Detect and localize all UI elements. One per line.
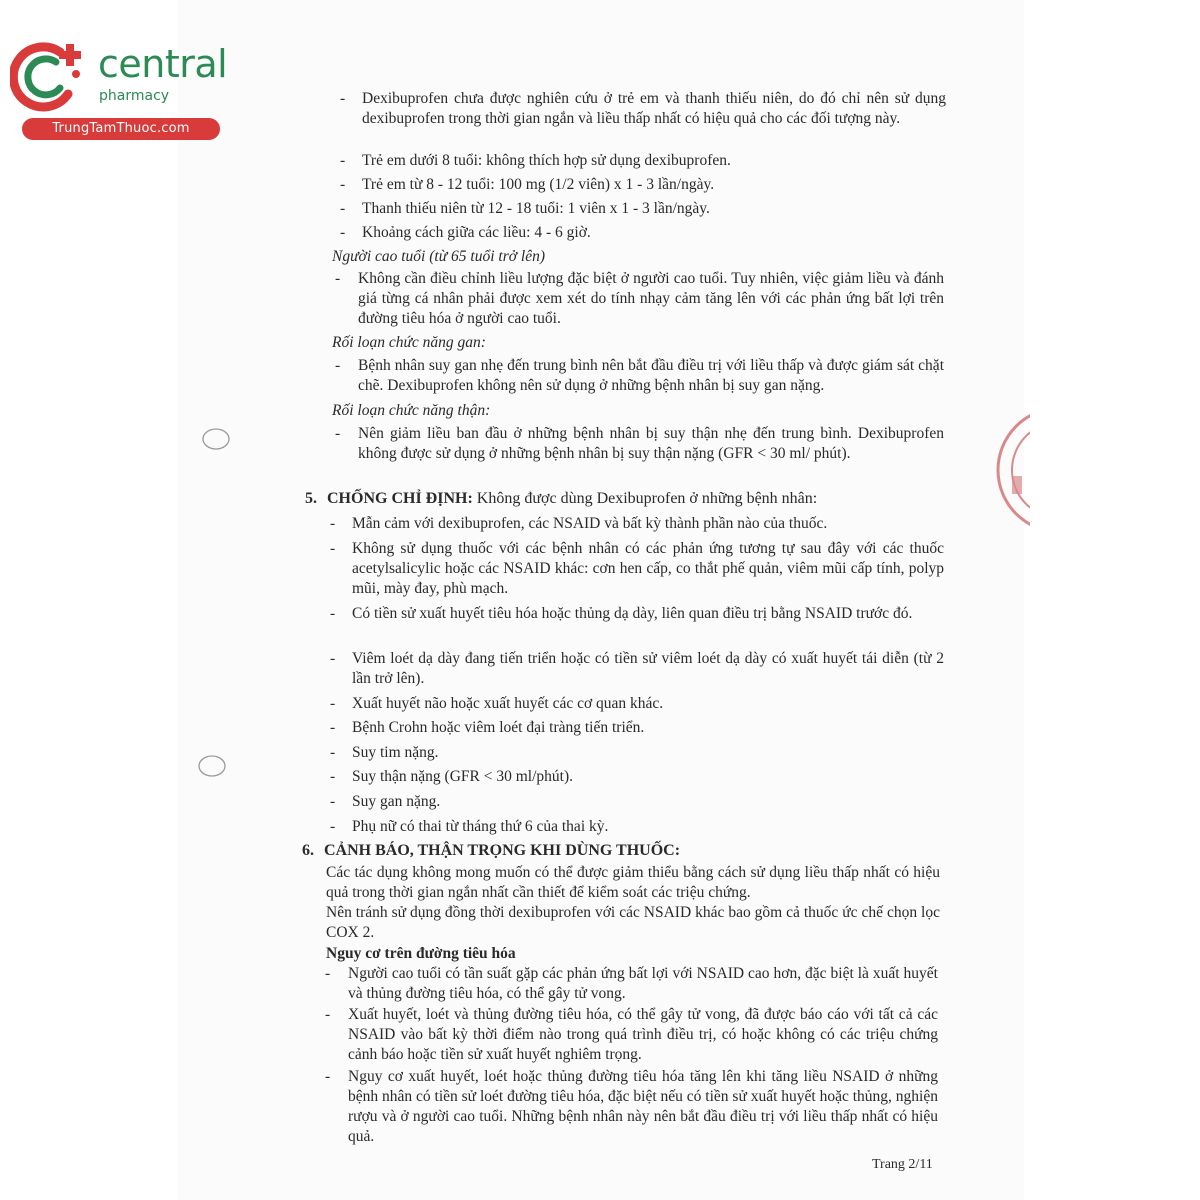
bullet-dash: - [330,818,336,835]
bullet-dash: - [330,744,336,761]
bullet-dash: - [340,176,346,193]
kidney-heading: Rối loạn chức năng thận: [332,402,491,419]
gi-risk-item: Nguy cơ xuất huyết, loét hoặc thủng đường tiêu hóa tăng lên khi tăng liều NSAID ở những bệnh nhân có tiền sử loét đường tiêu hóa, đặc biệt nếu có tiền sử xuất huyết hoặc thủng, nghiện rượu và ở người cao tuổi. Những bệnh nhân này nên bắt đầu điều trị với liều thấp nhất có hiệu quả. [348,1068,938,1145]
elderly-heading: Người cao tuổi (từ 65 tuổi trở lên) [332,248,545,265]
dosage-children-item: Khoảng cách giữa các liều: 4 - 6 giờ. [362,224,591,241]
contraindication-item: Có tiền sử xuất huyết tiêu hóa hoặc thủng dạ dày, liên quan điều trị bằng NSAID trước đó. [352,605,913,622]
logo-name: central [98,42,228,86]
liver-heading: Rối loạn chức năng gan: [332,334,486,351]
dosage-children-item: Thanh thiếu niên từ 12 - 18 tuổi: 1 viên x 1 - 3 lần/ngày. [362,200,710,217]
bullet-dash: - [335,425,341,442]
liver-item: Bệnh nhân suy gan nhẹ đến trung bình nên bắt đầu điều trị với liều thấp và được giám sát chặt chẽ. Dexibuprofen không nên sử dụng ở những bệnh nhân bị suy gan nặng. [358,357,944,394]
bullet-dash: - [325,1068,331,1085]
pharmacy-cross-icon [10,38,92,116]
elderly-item: Không cần điều chỉnh liều lượng đặc biệt ở người cao tuổi. Tuy nhiên, việc giảm liều và đánh giá từng cá nhân phải được xem xét do tính nhạy cảm tăng lên với các phản ứng bất lợi trên đường tiêu hóa ở người cao tuổi. [358,270,944,327]
section-6-number: 6. [302,842,314,859]
punch-hole-icon [200,426,232,452]
bullet-dash: - [330,768,336,785]
bullet-dash: - [340,90,346,107]
contraindication-item: Viêm loét dạ dày đang tiến triển hoặc có tiền sử viêm loét dạ dày có xuất huyết tái diễn (từ 2 lần trở lên). [352,650,944,687]
bullet-dash: - [330,540,336,557]
section-5-number: 5. [305,490,317,507]
contraindication-item: Suy thận nặng (GFR < 30 ml/phút). [352,768,574,785]
bullet-dash: - [330,605,336,622]
bullet-dash: - [330,695,336,712]
bullet-dash: - [340,200,346,217]
bullet-dash: - [325,965,331,982]
bullet-dash: - [340,152,346,169]
contraindication-item: Suy gan nặng. [352,793,441,810]
section-5-heading [305,489,945,509]
dosage-children-item: Trẻ em từ 8 - 12 tuổi: 100 mg (1/2 viên) x 1 - 3 lần/ngày. [362,176,715,193]
section-6-paragraph: Các tác dụng không mong muốn có thể được giảm thiểu bằng cách sử dụng liều thấp nhất có hiệu quả trong thời gian ngắn nhất cần thiết để kiểm soát các triệu chứng. [326,864,940,901]
gi-risk-heading: Nguy cơ trên đường tiêu hóa [326,945,516,962]
dosage-children-item: Trẻ em dưới 8 tuổi: không thích hợp sử dụng dexibuprofen. [362,152,731,169]
seal-stamp-icon [990,400,1030,540]
bullet-dash: - [325,1006,331,1023]
contraindication-item: Mẫn cảm với dexibuprofen, các NSAID và bất kỳ thành phần nào của thuốc. [352,515,828,532]
page-number: Trang 2/11 [872,1157,933,1172]
contraindication-item: Suy tim nặng. [352,744,439,761]
bullet-dash: - [330,719,336,736]
kidney-item: Nên giảm liều ban đầu ở những bệnh nhân bị suy thận nhẹ đến trung bình. Dexibuprofen không được sử dụng ở những bệnh nhân bị suy thận nặng (GFR < 30 ml/ phút). [358,425,944,462]
bullet-dash: - [335,357,341,374]
section-5-intro: Không được dùng Dexibuprofen ở những bệnh nhân: [472,490,818,507]
bullet-dash: - [330,650,336,667]
section-5-title: CHỐNG CHỈ ĐỊNH: [327,490,473,507]
dosage-children-item: Dexibuprofen chưa được nghiên cứu ở trẻ em và thanh thiếu niên, do đó chỉ nên sử dụng dexibuprofen trong thời gian ngắn và liều thấp nhất có hiệu quả cho các đối tượng này. [362,90,946,127]
bullet-dash: - [330,793,336,810]
logo-url-link[interactable]: TrungTamThuoc.com [22,118,220,140]
section-6-paragraph: Nên tránh sử dụng đồng thời dexibuprofen với các NSAID khác bao gồm cả thuốc ức chế chọn lọc COX 2. [326,904,940,941]
bullet-dash: - [340,224,346,241]
bullet-dash: - [330,515,336,532]
contraindication-item: Bệnh Crohn hoặc viêm loét đại tràng tiến triển. [352,719,645,736]
section-6-heading [302,841,942,861]
central-pharmacy-logo[interactable] [10,38,228,138]
contraindication-item: Xuất huyết não hoặc xuất huyết các cơ quan khác. [352,695,664,712]
contraindication-item: Phụ nữ có thai từ tháng thứ 6 của thai kỳ. [352,818,609,835]
bullet-dash: - [335,270,341,287]
logo-subtitle: pharmacy [99,88,170,104]
section-6-title: CẢNH BÁO, THẬN TRỌNG KHI DÙNG THUỐC: [324,842,681,859]
punch-hole-icon [196,753,228,779]
gi-risk-item: Người cao tuổi có tần suất gặp các phản ứng bất lợi với NSAID cao hơn, đặc biệt là xuất huyết và thủng đường tiêu hóa, có thể gây tử vong. [348,965,938,1002]
contraindication-item: Không sử dụng thuốc với các bệnh nhân có các phản ứng tương tự sau đây với các thuốc acetylsalicylic hoặc các NSAID khác: cơn hen cấp, co thắt phế quản, viêm mũi cấp tính, polyp mũi, mày đay, phù mạch. [352,540,944,597]
gi-risk-item: Xuất huyết, loét và thủng đường tiêu hóa, có thể gây tử vong, đã được báo cáo với tất cả các NSAID vào bất kỳ thời điểm nào trong quá trình điều trị, có hoặc không có các triệu chứng cảnh báo hoặc tiền sử xuất huyết nghiêm trọng. [348,1006,938,1063]
